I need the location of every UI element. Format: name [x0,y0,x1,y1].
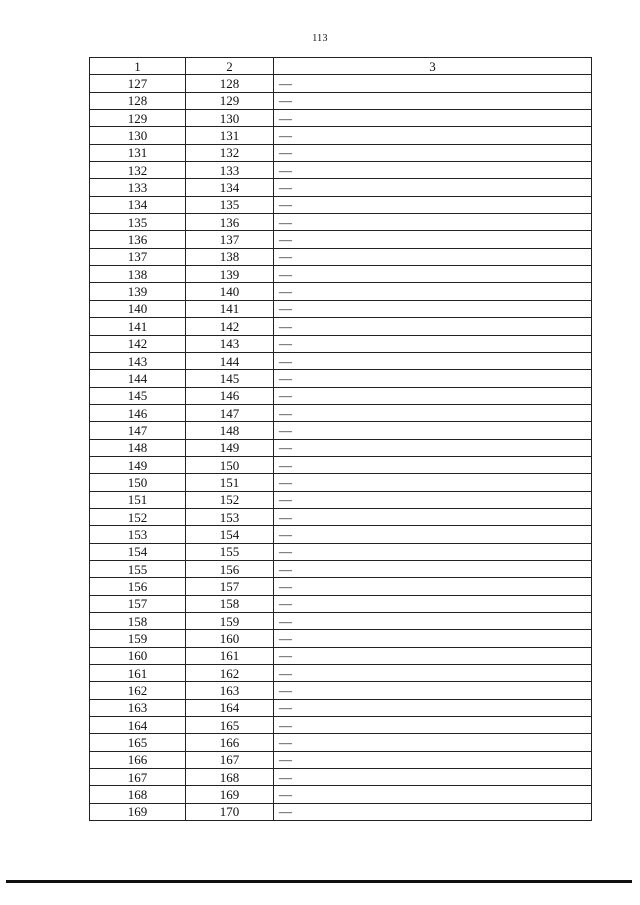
dash-value: — [279,301,292,317]
dash-value: — [279,700,292,716]
cell-col-3 [274,266,592,283]
cell-col-2: 136 [186,214,274,231]
cell-col-3 [274,734,592,751]
cell-col-2: 157 [186,578,274,595]
cell-col-2: 152 [186,491,274,508]
table-row [90,422,592,439]
cell-col-2: 130 [186,110,274,127]
cell-col-3 [274,803,592,820]
table-row [90,92,592,109]
cell-col-3 [274,318,592,335]
cell-col-2: 132 [186,144,274,161]
cell-col-3 [274,196,592,213]
cell-col-1: 150 [90,474,186,491]
cell-col-1: 149 [90,456,186,473]
cell-col-2: 150 [186,456,274,473]
cell-col-3 [274,127,592,144]
cell-col-2: 145 [186,370,274,387]
column-header-3: 3 [274,58,592,75]
dash-value: — [279,717,292,733]
cell-col-2: 154 [186,526,274,543]
cell-col-1: 153 [90,526,186,543]
dash-value: — [279,93,292,109]
cell-col-1: 140 [90,300,186,317]
cell-col-2: 151 [186,474,274,491]
dash-value: — [279,284,292,300]
table-row [90,786,592,803]
dash-value: — [279,474,292,490]
table-row [90,751,592,768]
cell-col-2: 141 [186,300,274,317]
table-row [90,196,592,213]
table-row [90,630,592,647]
cell-col-1: 147 [90,422,186,439]
table-row [90,474,592,491]
dash-value: — [279,735,292,751]
cell-col-3 [274,214,592,231]
table-row [90,127,592,144]
cell-col-2: 158 [186,595,274,612]
cell-col-3 [274,665,592,682]
table-row [90,508,592,525]
dash-value: — [279,197,292,213]
table-row [90,335,592,352]
dash-value: — [279,336,292,352]
cell-col-3 [274,144,592,161]
cell-col-3 [274,682,592,699]
cell-col-2: 144 [186,352,274,369]
cell-col-1: 148 [90,439,186,456]
cell-col-3 [274,595,592,612]
cell-col-1: 166 [90,751,186,768]
cell-col-1: 144 [90,370,186,387]
cell-col-3 [274,92,592,109]
cell-col-3 [274,248,592,265]
cell-col-2: 156 [186,560,274,577]
dash-value: — [279,128,292,144]
dash-value: — [279,318,292,334]
table-row [90,404,592,421]
cell-col-1: 127 [90,75,186,92]
cell-col-3 [274,474,592,491]
table-row [90,231,592,248]
column-header-2: 2 [186,58,274,75]
cell-col-3 [274,422,592,439]
table-row [90,75,592,92]
cell-col-3 [274,404,592,421]
cell-col-1: 139 [90,283,186,300]
cell-col-1: 134 [90,196,186,213]
dash-value: — [279,162,292,178]
cell-col-1: 128 [90,92,186,109]
cell-col-2: 153 [186,508,274,525]
table-row [90,162,592,179]
cell-col-2: 166 [186,734,274,751]
cell-col-3 [274,231,592,248]
data-table [89,57,592,821]
table-row [90,613,592,630]
cell-col-3 [274,543,592,560]
cell-col-1: 161 [90,665,186,682]
cell-col-3 [274,370,592,387]
cell-col-1: 146 [90,404,186,421]
dash-value: — [279,370,292,386]
cell-col-2: 163 [186,682,274,699]
table-row [90,179,592,196]
cell-col-1: 131 [90,144,186,161]
dash-value: — [279,509,292,525]
dash-value: — [279,526,292,542]
cell-col-2: 148 [186,422,274,439]
cell-col-1: 137 [90,248,186,265]
cell-col-1: 142 [90,335,186,352]
cell-col-1: 155 [90,560,186,577]
cell-col-2: 135 [186,196,274,213]
cell-col-1: 151 [90,491,186,508]
column-header-1: 1 [90,58,186,75]
cell-col-1: 168 [90,786,186,803]
cell-col-3 [274,786,592,803]
cell-col-2: 137 [186,231,274,248]
table-row [90,491,592,508]
table-body [90,75,592,821]
cell-col-3 [274,300,592,317]
dash-value: — [279,596,292,612]
cell-col-2: 168 [186,769,274,786]
table-row [90,699,592,716]
table-row [90,543,592,560]
table-row [90,803,592,820]
cell-col-1: 159 [90,630,186,647]
dash-value: — [279,249,292,265]
cell-col-1: 158 [90,613,186,630]
dash-value: — [279,613,292,629]
cell-col-1: 135 [90,214,186,231]
cell-col-2: 131 [186,127,274,144]
cell-col-1: 133 [90,179,186,196]
cell-col-3 [274,717,592,734]
cell-col-3 [274,491,592,508]
cell-col-2: 149 [186,439,274,456]
cell-col-3 [274,179,592,196]
table-row [90,266,592,283]
cell-col-3 [274,578,592,595]
cell-col-2: 167 [186,751,274,768]
cell-col-1: 164 [90,717,186,734]
table-row [90,370,592,387]
cell-col-1: 169 [90,803,186,820]
cell-col-1: 167 [90,769,186,786]
cell-col-1: 130 [90,127,186,144]
cell-col-2: 139 [186,266,274,283]
table-row [90,318,592,335]
dash-value: — [279,353,292,369]
dash-value: — [279,648,292,664]
table-row [90,769,592,786]
cell-col-2: 129 [186,92,274,109]
table-row [90,526,592,543]
table-row [90,647,592,664]
cell-col-3 [274,699,592,716]
dash-value: — [279,232,292,248]
cell-col-3 [274,110,592,127]
table-row [90,578,592,595]
dash-value: — [279,492,292,508]
cell-col-3 [274,439,592,456]
dash-value: — [279,440,292,456]
cell-col-2: 162 [186,665,274,682]
table-row [90,717,592,734]
cell-col-3 [274,352,592,369]
table-row [90,560,592,577]
cell-col-3 [274,526,592,543]
cell-col-1: 163 [90,699,186,716]
cell-col-3 [274,75,592,92]
dash-value: — [279,665,292,681]
cell-col-2: 133 [186,162,274,179]
page-number: 113 [312,33,328,44]
dash-value: — [279,544,292,560]
cell-col-1: 138 [90,266,186,283]
dash-value: — [279,787,292,803]
cell-col-2: 161 [186,647,274,664]
cell-col-1: 165 [90,734,186,751]
table-row [90,387,592,404]
cell-col-2: 143 [186,335,274,352]
cell-col-2: 169 [186,786,274,803]
cell-col-3 [274,456,592,473]
dash-value: — [279,457,292,473]
dash-value: — [279,561,292,577]
cell-col-1: 152 [90,508,186,525]
table-row [90,300,592,317]
cell-col-1: 154 [90,543,186,560]
cell-col-2: 170 [186,803,274,820]
cell-col-2: 147 [186,404,274,421]
table-row [90,110,592,127]
dash-value: — [279,683,292,699]
cell-col-1: 129 [90,110,186,127]
table-row [90,352,592,369]
table-row [90,144,592,161]
cell-col-3 [274,508,592,525]
cell-col-3 [274,162,592,179]
cell-col-1: 160 [90,647,186,664]
cell-col-1: 141 [90,318,186,335]
table-row [90,283,592,300]
dash-value: — [279,422,292,438]
cell-col-1: 132 [90,162,186,179]
table-row [90,456,592,473]
table-row [90,682,592,699]
table-header-row [90,58,592,75]
dash-value: — [279,110,292,126]
cell-col-1: 136 [90,231,186,248]
dash-value: — [279,76,292,92]
table-row [90,595,592,612]
cell-col-1: 145 [90,387,186,404]
dash-value: — [279,388,292,404]
bottom-rule [6,880,632,883]
cell-col-1: 162 [90,682,186,699]
cell-col-3 [274,769,592,786]
cell-col-2: 140 [186,283,274,300]
cell-col-2: 134 [186,179,274,196]
table-row [90,248,592,265]
cell-col-3 [274,387,592,404]
cell-col-3 [274,560,592,577]
cell-col-2: 146 [186,387,274,404]
cell-col-2: 159 [186,613,274,630]
cell-col-1: 156 [90,578,186,595]
dash-value: — [279,405,292,421]
cell-col-2: 155 [186,543,274,560]
cell-col-3 [274,630,592,647]
cell-col-3 [274,613,592,630]
dash-value: — [279,145,292,161]
dash-value: — [279,266,292,282]
cell-col-3 [274,647,592,664]
dash-value: — [279,578,292,594]
table-row [90,665,592,682]
cell-col-2: 138 [186,248,274,265]
cell-col-3 [274,751,592,768]
dash-value: — [279,180,292,196]
dash-value: — [279,214,292,230]
dash-value: — [279,752,292,768]
cell-col-2: 128 [186,75,274,92]
dash-value: — [279,769,292,785]
cell-col-3 [274,283,592,300]
table-row [90,214,592,231]
cell-col-3 [274,335,592,352]
cell-col-1: 157 [90,595,186,612]
cell-col-2: 164 [186,699,274,716]
table-row [90,734,592,751]
cell-col-1: 143 [90,352,186,369]
dash-value: — [279,631,292,647]
dash-value: — [279,804,292,820]
table-row [90,439,592,456]
cell-col-2: 160 [186,630,274,647]
cell-col-2: 165 [186,717,274,734]
cell-col-2: 142 [186,318,274,335]
